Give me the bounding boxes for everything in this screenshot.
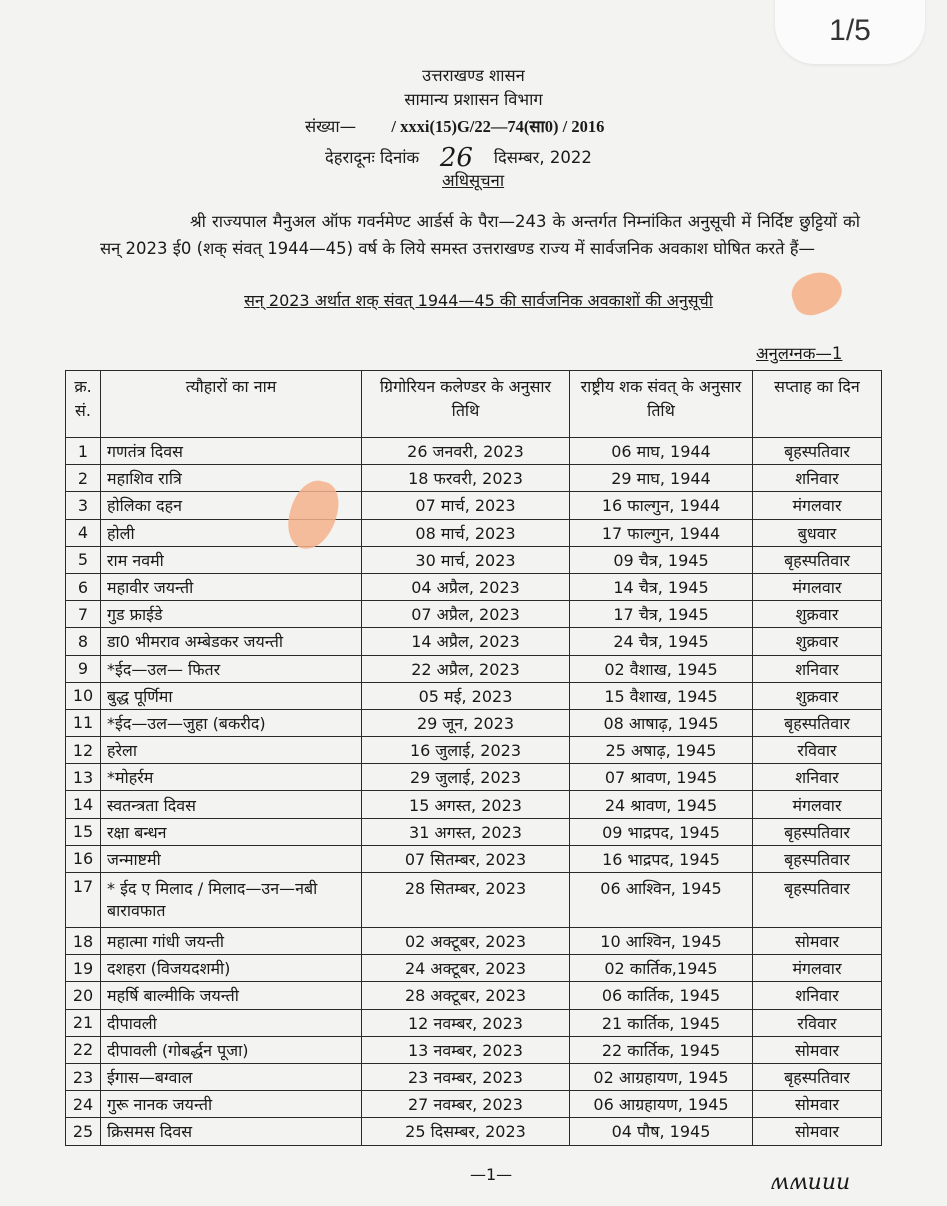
cell-festival-name: महावीर जयन्ती	[101, 573, 362, 600]
cell-serial: 13	[66, 764, 101, 791]
cell-weekday: सोमवार	[753, 1118, 882, 1145]
cell-gregorian-date: 28 अक्टूबर, 2023	[362, 982, 570, 1009]
cell-gregorian-date: 29 जुलाई, 2023	[362, 764, 570, 791]
cell-gregorian-date: 25 दिसम्बर, 2023	[362, 1118, 570, 1145]
cell-serial: 3	[66, 492, 101, 519]
cell-gregorian-date: 23 नवम्बर, 2023	[362, 1063, 570, 1090]
cell-saka-date: 15 वैशाख, 1945	[570, 682, 753, 709]
table-row	[66, 1036, 882, 1063]
cell-festival-name: महर्षि बाल्मीकि जयन्ती	[101, 982, 362, 1009]
cell-festival-name: गुड फ्राईडे	[101, 601, 362, 628]
cell-saka-date: 16 भाद्रपद, 1945	[570, 845, 753, 872]
cell-gregorian-date: 28 सितम्बर, 2023	[362, 873, 570, 928]
cell-saka-date: 02 आग्रहायण, 1945	[570, 1063, 753, 1090]
table-row	[66, 519, 882, 546]
cell-serial: 19	[66, 955, 101, 982]
cell-gregorian-date: 12 नवम्बर, 2023	[362, 1009, 570, 1036]
cell-gregorian-date: 05 मई, 2023	[362, 682, 570, 709]
annexure-label: अनुलग्नक—1	[756, 344, 843, 363]
cell-serial: 7	[66, 601, 101, 628]
cell-gregorian-date: 14 अप्रैल, 2023	[362, 628, 570, 655]
cell-gregorian-date: 02 अक्टूबर, 2023	[362, 928, 570, 955]
highlight-stain	[787, 266, 848, 321]
cell-gregorian-date: 29 जून, 2023	[362, 709, 570, 736]
cell-festival-name: ईगास—बग्वाल	[101, 1063, 362, 1090]
table-row	[66, 655, 882, 682]
cell-serial: 12	[66, 737, 101, 764]
header-gregorian-date: ग्रिगोरियन कलेण्डर के अनुसार तिथि	[362, 371, 570, 438]
cell-weekday: रविवार	[753, 737, 882, 764]
department-name: सामान्य प्रशासन विभाग	[404, 90, 543, 109]
cell-weekday: बृहस्पतिवार	[753, 1063, 882, 1090]
table-row	[66, 546, 882, 573]
cell-gregorian-date: 24 अक्टूबर, 2023	[362, 955, 570, 982]
header-weekday: सप्ताह का दिन	[753, 371, 882, 438]
cell-saka-date: 09 चैत्र, 1945	[570, 546, 753, 573]
table-row	[66, 928, 882, 955]
schedule-title: सन् 2023 अर्थात शक् संवत् 1944—45 की सार्वजनिक अवकाशों की अनुसूची	[244, 291, 713, 310]
table-row	[66, 1009, 882, 1036]
cell-weekday: शुक्रवार	[753, 682, 882, 709]
cell-saka-date: 22 कार्तिक, 1945	[570, 1036, 753, 1063]
table-row	[66, 955, 882, 982]
cell-weekday: बुधवार	[753, 519, 882, 546]
table-body	[66, 438, 882, 1146]
cell-gregorian-date: 07 सितम्बर, 2023	[362, 845, 570, 872]
cell-gregorian-date: 30 मार्च, 2023	[362, 546, 570, 573]
cell-saka-date: 17 फाल्गुन, 1944	[570, 519, 753, 546]
table-row	[66, 873, 882, 928]
cell-festival-name: जन्माष्टमी	[101, 845, 362, 872]
cell-festival-name: दशहरा (विजयदशमी)	[101, 955, 362, 982]
cell-gregorian-date: 04 अप्रैल, 2023	[362, 573, 570, 600]
header-serial: क्र. सं.	[66, 371, 101, 438]
cell-gregorian-date: 18 फरवरी, 2023	[362, 465, 570, 492]
table-row	[66, 573, 882, 600]
cell-festival-name: हरेला	[101, 737, 362, 764]
cell-weekday: मंगलवार	[753, 573, 882, 600]
holiday-table	[65, 370, 882, 1146]
cell-saka-date: 14 चैत्र, 1945	[570, 573, 753, 600]
cell-saka-date: 07 श्रावण, 1945	[570, 764, 753, 791]
table-row	[66, 492, 882, 519]
cell-gregorian-date: 15 अगस्त, 2023	[362, 791, 570, 818]
table-row	[66, 818, 882, 845]
cell-weekday: मंगलवार	[753, 492, 882, 519]
table-row	[66, 438, 882, 465]
government-name: उत्तराखण्ड शासन	[422, 66, 525, 85]
cell-serial: 18	[66, 928, 101, 955]
cell-festival-name: महाशिव रात्रि	[101, 465, 362, 492]
cell-weekday: सोमवार	[753, 1091, 882, 1118]
cell-gregorian-date: 07 अप्रैल, 2023	[362, 601, 570, 628]
cell-serial: 5	[66, 546, 101, 573]
cell-saka-date: 09 भाद्रपद, 1945	[570, 818, 753, 845]
cell-saka-date: 06 आग्रहायण, 1945	[570, 1091, 753, 1118]
cell-saka-date: 06 आश्विन, 1945	[570, 873, 753, 928]
cell-weekday: शुक्रवार	[753, 601, 882, 628]
document-header	[0, 64, 947, 112]
cell-saka-date: 24 चैत्र, 1945	[570, 628, 753, 655]
table-row	[66, 465, 882, 492]
cell-saka-date: 24 श्रावण, 1945	[570, 791, 753, 818]
cell-saka-date: 06 माघ, 1944	[570, 438, 753, 465]
cell-weekday: शनिवार	[753, 764, 882, 791]
cell-festival-name: होलिका दहन	[101, 492, 362, 519]
date-month-year: दिसम्बर, 2022	[493, 148, 592, 167]
cell-serial: 24	[66, 1091, 101, 1118]
cell-serial: 14	[66, 791, 101, 818]
table-header-row	[66, 371, 882, 438]
table-row	[66, 982, 882, 1009]
table-row	[66, 764, 882, 791]
cell-serial: 1	[66, 438, 101, 465]
cell-saka-date: 04 पौष, 1945	[570, 1118, 753, 1145]
cell-weekday: सोमवार	[753, 928, 882, 955]
cell-weekday: बृहस्पतिवार	[753, 546, 882, 573]
table-row	[66, 791, 882, 818]
cell-serial: 9	[66, 655, 101, 682]
cell-gregorian-date: 07 मार्च, 2023	[362, 492, 570, 519]
cell-gregorian-date: 13 नवम्बर, 2023	[362, 1036, 570, 1063]
cell-gregorian-date: 08 मार्च, 2023	[362, 519, 570, 546]
cell-saka-date: 25 अषाढ़, 1945	[570, 737, 753, 764]
cell-saka-date: 29 माघ, 1944	[570, 465, 753, 492]
cell-serial: 6	[66, 573, 101, 600]
cell-weekday: बृहस्पतिवार	[753, 438, 882, 465]
cell-festival-name: डा0 भीमराव अम्बेडकर जयन्ती	[101, 628, 362, 655]
reference-line	[305, 114, 604, 137]
cell-gregorian-date: 31 अगस्त, 2023	[362, 818, 570, 845]
reference-label: संख्या—	[305, 117, 357, 136]
cell-weekday: रविवार	[753, 1009, 882, 1036]
cell-weekday: सोमवार	[753, 1036, 882, 1063]
cell-serial: 23	[66, 1063, 101, 1090]
header-saka-date: राष्ट्रीय शक संवत् के अनुसार तिथि	[570, 371, 753, 438]
cell-festival-name: रक्षा बन्धन	[101, 818, 362, 845]
cell-festival-name: *मोहर्रम	[101, 764, 362, 791]
table-row	[66, 628, 882, 655]
cell-serial: 20	[66, 982, 101, 1009]
cell-saka-date: 17 चैत्र, 1945	[570, 601, 753, 628]
cell-serial: 17	[66, 873, 101, 928]
cell-serial: 11	[66, 709, 101, 736]
cell-gregorian-date: 27 नवम्बर, 2023	[362, 1091, 570, 1118]
cell-saka-date: 02 कार्तिक,1945	[570, 955, 753, 982]
cell-weekday: बृहस्पतिवार	[753, 873, 882, 928]
cell-serial: 2	[66, 465, 101, 492]
page-counter: 1/5	[775, 0, 925, 64]
cell-festival-name: होली	[101, 519, 362, 546]
cell-gregorian-date: 26 जनवरी, 2023	[362, 438, 570, 465]
table-row	[66, 1118, 882, 1145]
cell-saka-date: 10 आश्विन, 1945	[570, 928, 753, 955]
table-row	[66, 845, 882, 872]
table-row	[66, 1063, 882, 1090]
reference-number: / xxxi(15)G/22—74(सा0) / 2016	[391, 117, 605, 136]
cell-weekday: शनिवार	[753, 465, 882, 492]
cell-saka-date: 16 फाल्गुन, 1944	[570, 492, 753, 519]
cell-saka-date: 02 वैशाख, 1945	[570, 655, 753, 682]
cell-weekday: बृहस्पतिवार	[753, 818, 882, 845]
date-day-handwritten: 26	[439, 143, 473, 173]
cell-festival-name: दीपावली	[101, 1009, 362, 1036]
cell-festival-name: *ईद—उल— फितर	[101, 655, 362, 682]
cell-saka-date: 21 कार्तिक, 1945	[570, 1009, 753, 1036]
cell-serial: 15	[66, 818, 101, 845]
notification-title: अधिसूचना	[442, 171, 505, 190]
cell-festival-name: *ईद—उल—जुहा (बकरीद)	[101, 709, 362, 736]
cell-serial: 4	[66, 519, 101, 546]
cell-festival-name: गुरू नानक जयन्ती	[101, 1091, 362, 1118]
cell-serial: 10	[66, 682, 101, 709]
cell-festival-name: महात्मा गांधी जयन्ती	[101, 928, 362, 955]
cell-festival-name: * ईद ए मिलाद / मिलाद—उन—नबी बारावफात	[101, 873, 362, 928]
cell-weekday: शनिवार	[753, 982, 882, 1009]
cell-weekday: मंगलवार	[753, 955, 882, 982]
page-number: —1—	[470, 1165, 513, 1184]
date-line	[325, 140, 592, 173]
cell-gregorian-date: 16 जुलाई, 2023	[362, 737, 570, 764]
cell-festival-name: दीपावली (गोबर्द्धन पूजा)	[101, 1036, 362, 1063]
table-row	[66, 1091, 882, 1118]
table-row	[66, 682, 882, 709]
table-row	[66, 601, 882, 628]
cell-festival-name: स्वतन्त्रता दिवस	[101, 791, 362, 818]
cell-weekday: बृहस्पतिवार	[753, 709, 882, 736]
cell-weekday: शनिवार	[753, 655, 882, 682]
cell-serial: 21	[66, 1009, 101, 1036]
signature: ʍʍuuu	[770, 1170, 851, 1195]
cell-serial: 25	[66, 1118, 101, 1145]
cell-gregorian-date: 22 अप्रैल, 2023	[362, 655, 570, 682]
cell-serial: 22	[66, 1036, 101, 1063]
cell-festival-name: बुद्ध पूर्णिमा	[101, 682, 362, 709]
cell-serial: 16	[66, 845, 101, 872]
date-place: देहरादूनः दिनांक	[325, 148, 420, 167]
cell-serial: 8	[66, 628, 101, 655]
cell-weekday: शुक्रवार	[753, 628, 882, 655]
cell-saka-date: 08 आषाढ़, 1945	[570, 709, 753, 736]
cell-festival-name: गणतंत्र दिवस	[101, 438, 362, 465]
cell-saka-date: 06 कार्तिक, 1945	[570, 982, 753, 1009]
cell-festival-name: क्रिसमस दिवस	[101, 1118, 362, 1145]
table-row	[66, 737, 882, 764]
notification-paragraph: श्री राज्यपाल मैनुअल ऑफ गवर्नमेण्ट आर्डर्स के पैरा—243 के अन्तर्गत निम्नांकित अनुसूची में निर्दिष्ट छुट्टियों को सन् 2023 ई0 (शक् संवत् 1944—45) वर्ष के लिये समस्त उत्तराखण्ड राज्य में सार्वजनिक अवकाश घोषित करते हैं—	[100, 212, 860, 258]
cell-weekday: बृहस्पतिवार	[753, 845, 882, 872]
header-festival-name: त्यौहारों का नाम	[101, 371, 362, 438]
cell-weekday: मंगलवार	[753, 791, 882, 818]
table-row	[66, 709, 882, 736]
cell-festival-name: राम नवमी	[101, 546, 362, 573]
